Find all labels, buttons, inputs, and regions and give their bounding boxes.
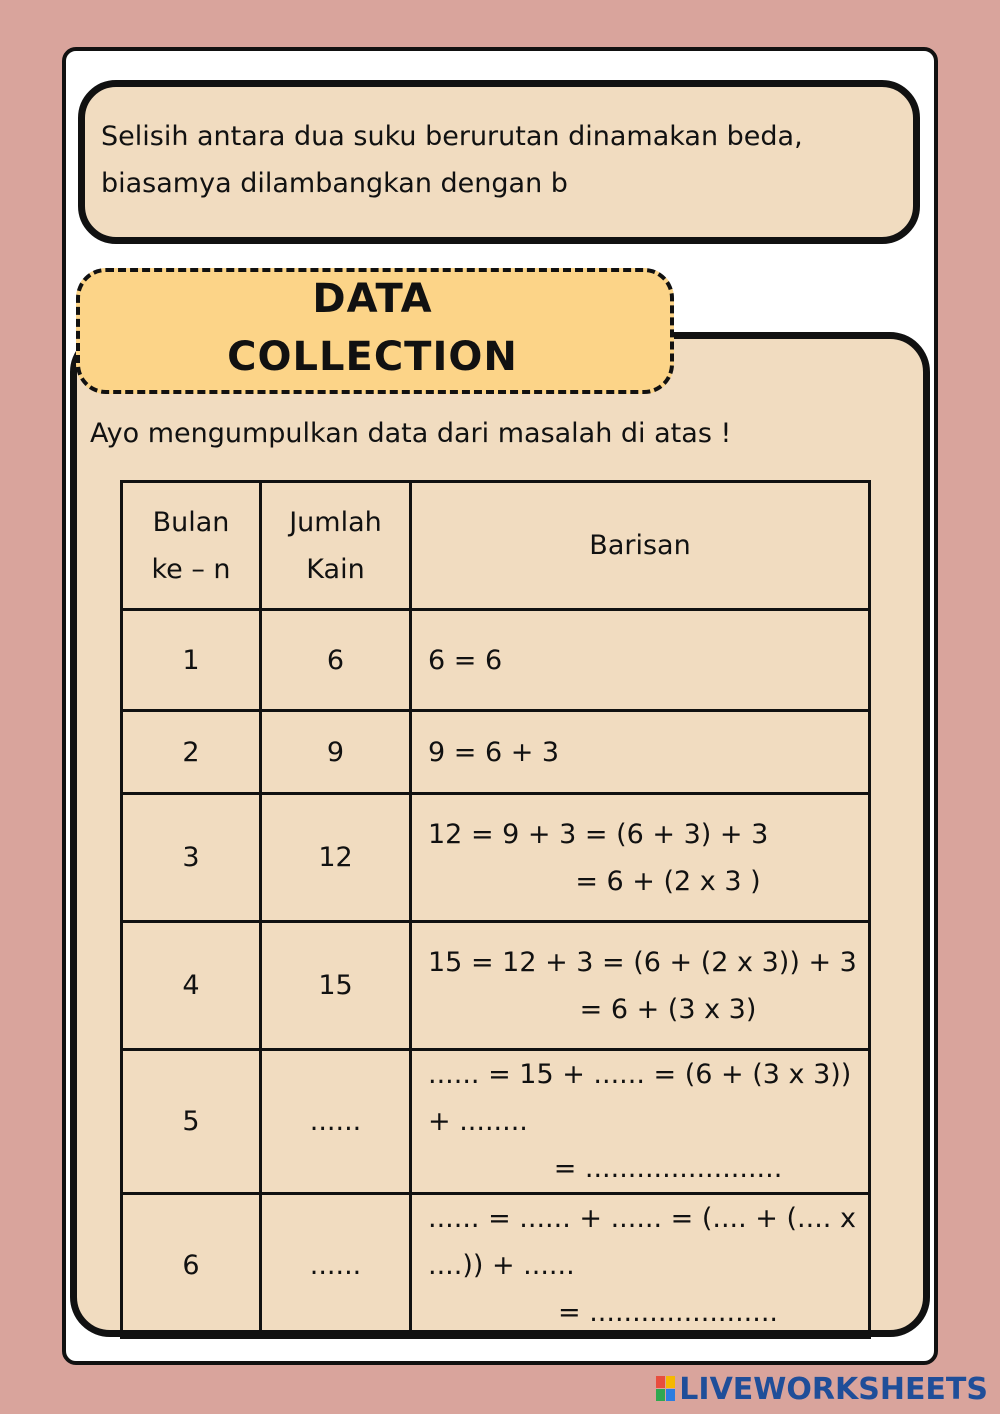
barisan-line1: 9 = 6 + 3 — [428, 736, 560, 768]
header-bulan — [122, 482, 261, 610]
section-title-line-1: DATA — [312, 276, 433, 322]
cell-barisan — [411, 922, 870, 1050]
cell-barisan — [411, 794, 870, 922]
definition-line-2: biasamya dilambangkan dengan b — [101, 168, 568, 199]
header-bulan-line1: Bulan — [152, 506, 230, 538]
barisan-line1: 12 = 9 + 3 = (6 + 3) + 3 — [428, 818, 769, 850]
section-title-tab — [76, 268, 674, 394]
header-barisan-label: Barisan — [589, 530, 691, 561]
cell-bulan: 1 — [122, 610, 261, 711]
barisan-line2: = 6 + (2 x 3 ) — [575, 865, 761, 897]
cell-barisan-blank[interactable] — [411, 1050, 870, 1194]
cell-bulan: 2 — [122, 711, 261, 794]
header-jumlah-line2: Kain — [306, 553, 365, 585]
cell-kain: 9 — [261, 711, 411, 794]
barisan-line2: = ...................... — [557, 1297, 779, 1328]
definition-line-1: Selisih antara dua suku berurutan dinamakan beda, — [101, 121, 803, 152]
header-jumlah-kain — [261, 482, 411, 610]
table-row — [122, 794, 870, 922]
header-jumlah-line1: Jumlah — [289, 506, 382, 538]
instruction-text: Ayo mengumpulkan data dari masalah di atas ! — [90, 418, 732, 449]
header-barisan — [411, 482, 870, 610]
liveworksheets-logo-icon — [656, 1376, 676, 1402]
barisan-line1: ...... = ...... + ...... = (.... + (.... x ....)) + ...... — [428, 1203, 856, 1281]
cell-barisan-blank[interactable] — [411, 1194, 870, 1338]
barisan-line2: = ....................... — [553, 1153, 783, 1184]
cell-kain: 6 — [261, 610, 411, 711]
cell-barisan — [411, 711, 870, 794]
cell-kain-blank[interactable]: ...... — [261, 1050, 411, 1194]
table-row — [122, 711, 870, 794]
liveworksheets-logo[interactable] — [656, 1372, 988, 1407]
table-row — [122, 610, 870, 711]
table-row — [122, 922, 870, 1050]
cell-bulan: 4 — [122, 922, 261, 1050]
table-row — [122, 1050, 870, 1194]
cell-kain-blank[interactable]: ...... — [261, 1194, 411, 1338]
liveworksheets-brand: LIVEWORKSHEETS — [679, 1372, 988, 1407]
cell-bulan: 5 — [122, 1050, 261, 1194]
cell-kain: 12 — [261, 794, 411, 922]
cell-barisan — [411, 610, 870, 711]
definition-box — [78, 80, 920, 244]
section-title-line-2: COLLECTION — [227, 334, 518, 380]
cell-bulan: 3 — [122, 794, 261, 922]
cell-bulan: 6 — [122, 1194, 261, 1338]
data-table — [120, 480, 871, 1339]
barisan-line2: = 6 + (3 x 3) — [579, 993, 757, 1025]
header-bulan-line2: ke – n — [151, 553, 231, 585]
table-row — [122, 1194, 870, 1338]
barisan-line1: 6 = 6 — [428, 644, 503, 676]
barisan-line1: 15 = 12 + 3 = (6 + (2 x 3)) + 3 — [428, 946, 857, 978]
cell-kain: 15 — [261, 922, 411, 1050]
table-header-row — [122, 482, 870, 610]
barisan-line1: ...... = 15 + ...... = (6 + (3 x 3)) + ........ — [428, 1059, 852, 1137]
